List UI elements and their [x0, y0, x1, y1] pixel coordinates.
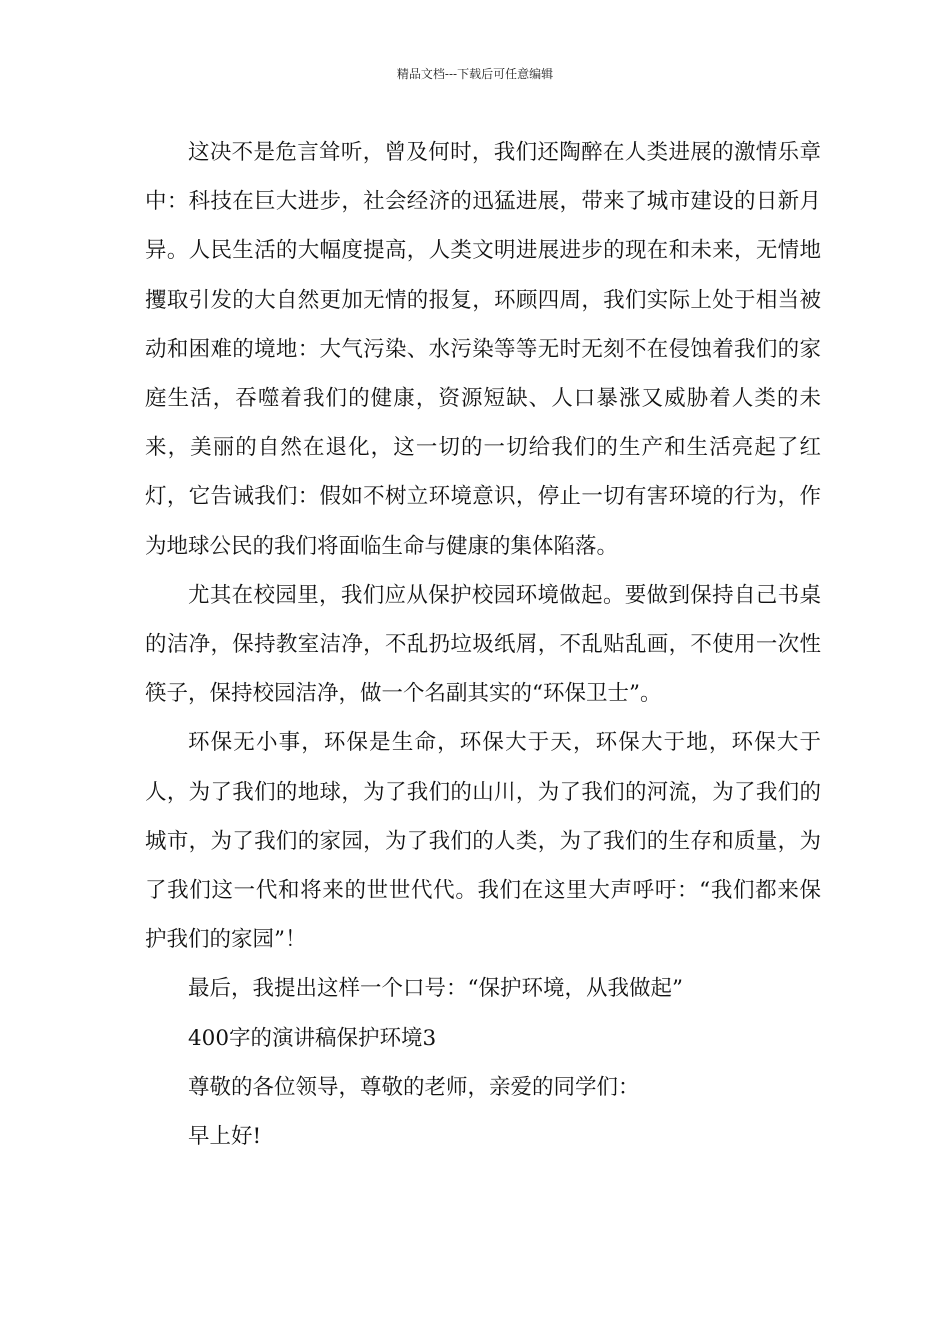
paragraph-greeting: 早上好! — [188, 1124, 262, 1150]
paragraph-warning: 这决不是危言耸听，曾及何时，我们还陶醉在人类进展的激情乐章中：科技在巨大进步，社会经济的迅猛进展，带来了城市建设的日新月异。人民生活的大幅度提高，人类文明进展进步的现在和未来，无情地攫取引发的大自然更加无情的报复，环顾四周，我们实际上处于相当被动和困难的境地：大气污染、水污染等等无时无刻不在侵蚀着我们的家庭生活，吞噬着我们的健康，资源短缺、人口暴涨又威胁着人类的未来，美丽的自然在退化，这一切的一切给我们的生产和生活亮起了红灯，它告诫我们：假如不树立环境意识，停止一切有害环境的行为，作为地球公民的我们将面临生命与健康的集体陷落。 — [145, 140, 821, 559]
section-title: 400字的演讲稿保护环境3 — [188, 1025, 437, 1051]
paragraph-slogan: 最后，我提出这样一个口号：“保护环境，从我做起” — [188, 976, 683, 1002]
paragraph-salutation: 尊敬的各位领导，尊敬的老师，亲爱的同学们： — [188, 1074, 640, 1100]
document-body — [145, 128, 821, 1161]
paragraph-campus: 尤其在校园里，我们应从保护校园环境做起。要做到保持自己书桌的洁净，保持教室洁净，不乱扔垃圾纸屑，不乱贴乱画，不使用一次性筷子，保持校园洁净，做一个名副其实的“环保卫士”。 — [145, 582, 821, 707]
page-header: 精品文档---下载后可任意编辑 — [396, 67, 554, 81]
paragraph-appeal: 环保无小事，环保是生命，环保大于天，环保大于地，环保大于人，为了我们的地球，为了我们的山川，为了我们的河流，为了我们的城市，为了我们的家园，为了我们的人类，为了我们的生存和质量，为了我们这一代和将来的世世代代。我们在这里大声呼吁：“我们都来保护我们的家园”！ — [145, 730, 821, 953]
